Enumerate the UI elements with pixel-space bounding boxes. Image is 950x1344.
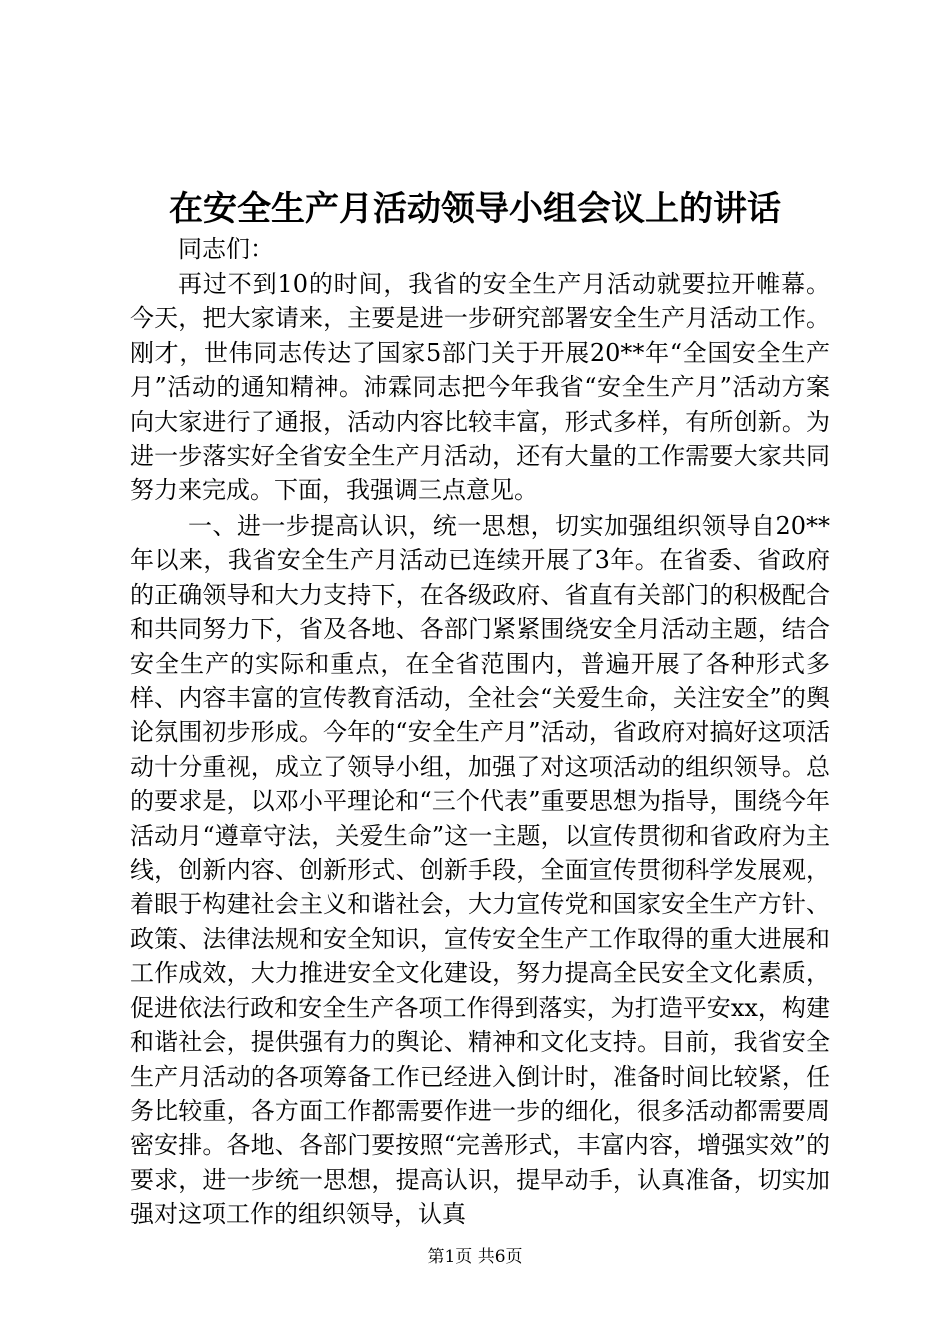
paragraph-section-one: 一、进一步提高认识，统一思想，切实加强组织领导自20**年以来，我省安全生产月活动已连续开展了3年。在省委、省政府的正确领导和大力支持下，在各级政府、省直有关部门的积极配合和共同努力下，省及各地、各部门紧紧围绕安全月活动主题，结合安全生产的实际和重点，在全省范围内，普遍开展了各种形式多样、内容丰富的宣传教育活动，全社会“关爱生命，关注安全”的舆论氛围初步形成。今年的“安全生产月”活动，省政府对搞好这项活动十分重视，成立了领导小组，加强了对这项活动的组织领导。总的要求是，以邓小平理论和“三个代表”重要思想为指导，围绕今年活动月“遵章守法，关爱生命”这一主题，以宣传贯彻和省政府为主线，创新内容、创新形式、创新手段，全面宣传贯彻科学发展观，着眼于构建社会主义和谐社会，大力宣传党和国家安全生产方针、政策、法律法规和安全知识，宣传安全生产工作取得的重大进展和工作成效，大力推进安全文化建设，努力提高全民安全文化素质，促进依法行政和安全生产各项工作得到落实，为打造平安xx，构建和谐社会，提供强有力的舆论、精神和文化支持。目前，我省安全生产月活动的各项筹备工作已经进入倒计时，准备时间比较紧，任务比较重，各方面工作都需要作进一步的细化，很多活动都需要周密安排。各地、各部门要按照“完善形式，丰富内容，增强实效”的要求，进一步统一思想，提高认识，提早动手，认真准备，切实加强对这项工作的组织领导，认真	[130, 512, 830, 1229]
page-number: 第1页 共6页	[427, 1247, 523, 1267]
document-title: 在安全生产月活动领导小组会议上的讲话	[169, 189, 781, 229]
paragraph-intro: 再过不到10的时间，我省的安全生产月活动就要拉开帷幕。今天，把大家请来，主要是进一步研究部署安全生产月活动工作。刚才，世伟同志传达了国家5部门关于开展20**年“全国安全生产月”活动的通知精神。沛霖同志把今年我省“安全生产月”活动方案向大家进行了通报，活动内容比较丰富，形式多样，有所创新。为进一步落实好全省安全生产月活动，还有大量的工作需要大家共同努力来完成。下面，我强调三点意见。	[130, 270, 830, 505]
salutation: 同志们：	[178, 235, 274, 263]
